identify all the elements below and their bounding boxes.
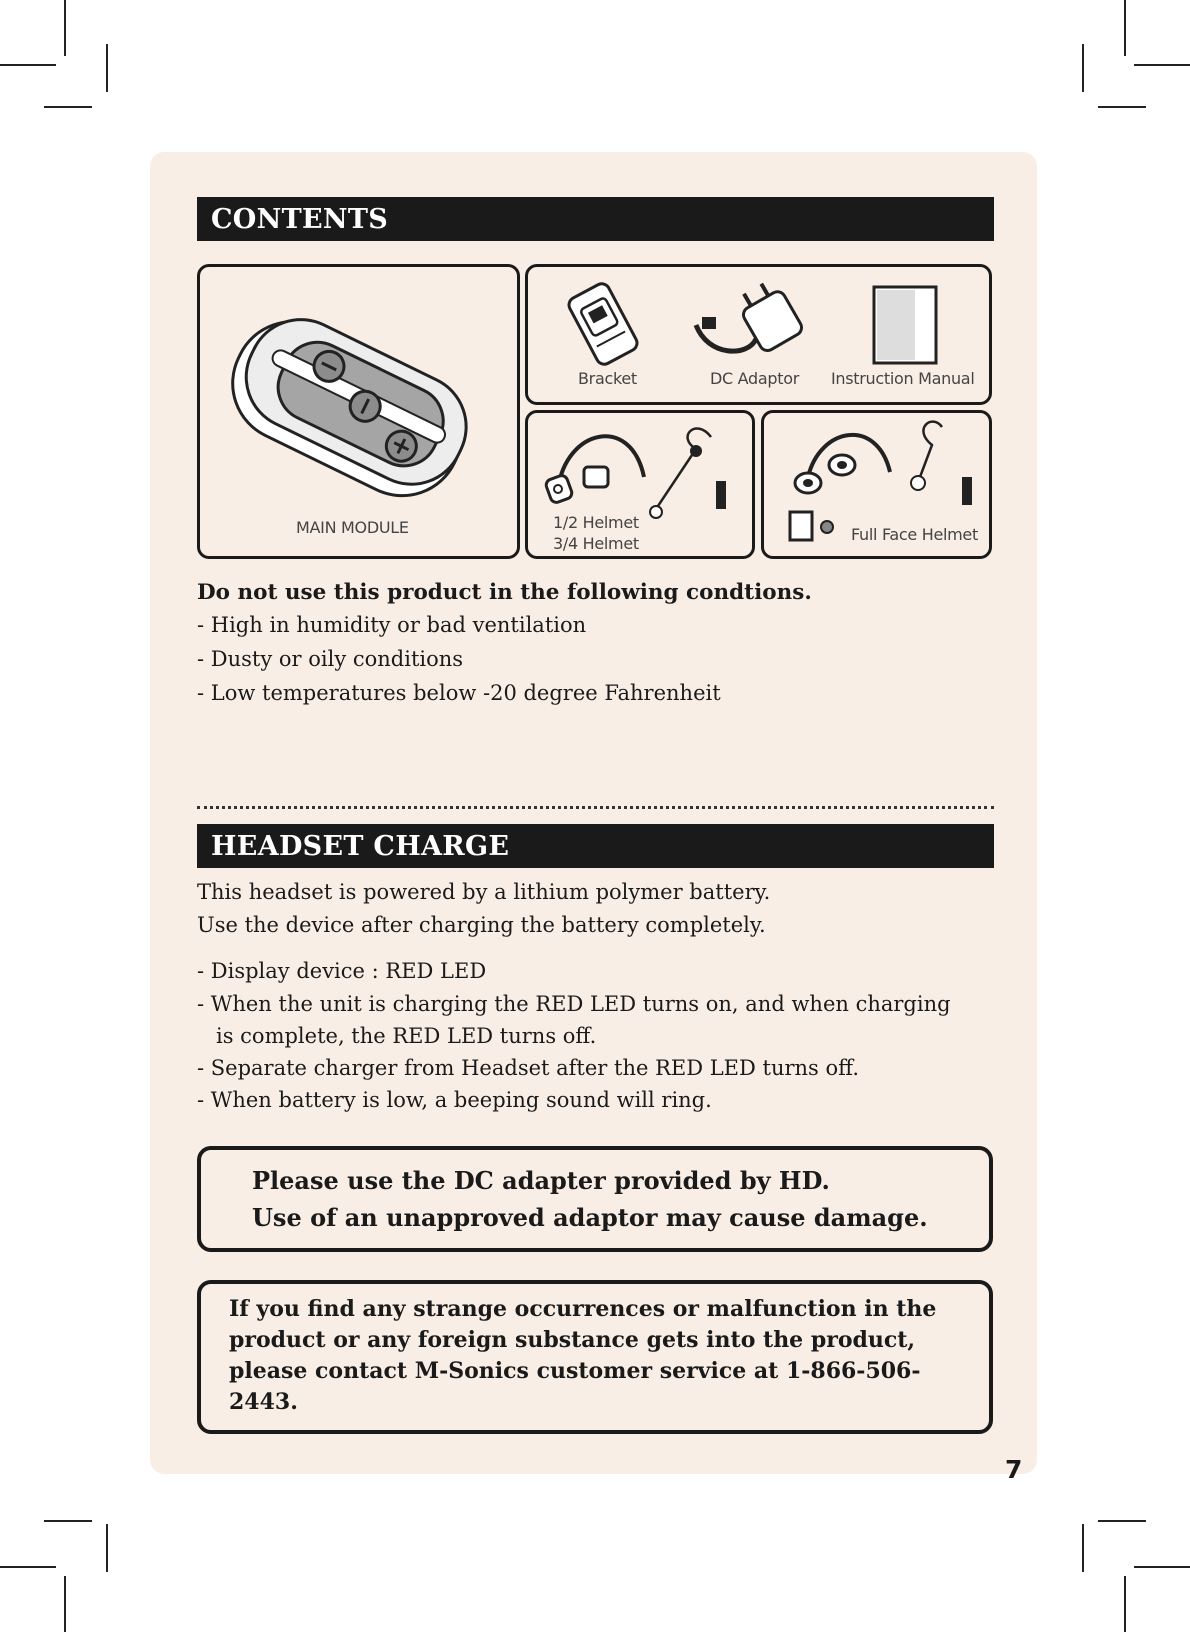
full-face-helmet-kit-icon bbox=[772, 417, 992, 537]
crop-mark bbox=[64, 1576, 66, 1632]
dc-adaptor-icon bbox=[688, 277, 808, 367]
half-helmet-label: 1/2 Helmet bbox=[553, 513, 639, 532]
charge-item: - Separate charger from Headset after the RED LED turns off. bbox=[197, 1056, 859, 1080]
service-notice-line: If you find any strange occurrences or malfunction in the bbox=[229, 1296, 937, 1322]
accessories-box bbox=[525, 264, 992, 405]
bracket-label: Bracket bbox=[578, 369, 637, 388]
crop-mark bbox=[1124, 0, 1126, 56]
section-divider bbox=[197, 806, 994, 809]
crop-mark bbox=[0, 64, 56, 66]
condition-item: - Dusty or oily conditions bbox=[197, 647, 464, 671]
crop-mark bbox=[1098, 106, 1146, 108]
crop-mark bbox=[1134, 1566, 1190, 1568]
conditions-heading: Do not use this product in the following condtions. bbox=[197, 580, 812, 605]
crop-mark bbox=[44, 106, 92, 108]
crop-mark bbox=[1134, 64, 1190, 66]
dc-adaptor-label: DC Adaptor bbox=[710, 369, 800, 388]
crop-mark bbox=[0, 1566, 56, 1568]
crop-mark bbox=[1082, 44, 1084, 92]
crop-mark bbox=[44, 1520, 92, 1522]
instruction-manual-icon bbox=[870, 283, 940, 367]
crop-mark bbox=[106, 1524, 108, 1572]
adapter-notice-box bbox=[197, 1146, 993, 1252]
full-face-helmet-label: Full Face Helmet bbox=[851, 525, 978, 544]
condition-item: - High in humidity or bad ventilation bbox=[197, 613, 587, 637]
bracket-icon bbox=[563, 279, 643, 369]
main-module-box bbox=[197, 264, 520, 559]
half-helmet-box bbox=[525, 410, 755, 559]
three-quarter-helmet-label: 3/4 Helmet bbox=[553, 534, 639, 553]
service-notice-line: please contact M-Sonics customer service at 1-866-506- bbox=[229, 1358, 921, 1384]
charge-intro-line: Use the device after charging the battery completely. bbox=[197, 913, 766, 937]
main-module-label: MAIN MODULE bbox=[296, 518, 409, 537]
service-notice-line: 2443. bbox=[229, 1389, 298, 1415]
page-number: 7 bbox=[1005, 1455, 1023, 1484]
crop-mark bbox=[106, 44, 108, 92]
charge-item: - When the unit is charging the RED LED turns on, and when charging bbox=[197, 992, 951, 1016]
charge-item-continued: is complete, the RED LED turns off. bbox=[216, 1024, 597, 1048]
crop-mark bbox=[1124, 1576, 1126, 1632]
contents-title: CONTENTS bbox=[197, 197, 994, 241]
adapter-notice-line: Please use the DC adapter provided by HD. bbox=[252, 1166, 830, 1195]
full-face-helmet-box bbox=[761, 410, 992, 559]
instruction-manual-label: Instruction Manual bbox=[831, 369, 975, 388]
adapter-notice-line: Use of an unapproved adaptor may cause damage. bbox=[252, 1203, 928, 1232]
crop-mark bbox=[1082, 1524, 1084, 1572]
charge-item: - When battery is low, a beeping sound will ring. bbox=[197, 1088, 712, 1112]
main-module-illustration bbox=[220, 287, 540, 517]
charge-item: - Display device : RED LED bbox=[197, 959, 487, 983]
crop-mark bbox=[64, 0, 66, 56]
condition-item: - Low temperatures below -20 degree Fahrenheit bbox=[197, 681, 721, 705]
service-notice-line: product or any foreign substance gets into the product, bbox=[229, 1327, 916, 1353]
charge-intro-line: This headset is powered by a lithium polymer battery. bbox=[197, 880, 771, 904]
headset-charge-title: HEADSET CHARGE bbox=[197, 824, 994, 868]
crop-mark bbox=[1098, 1520, 1146, 1522]
